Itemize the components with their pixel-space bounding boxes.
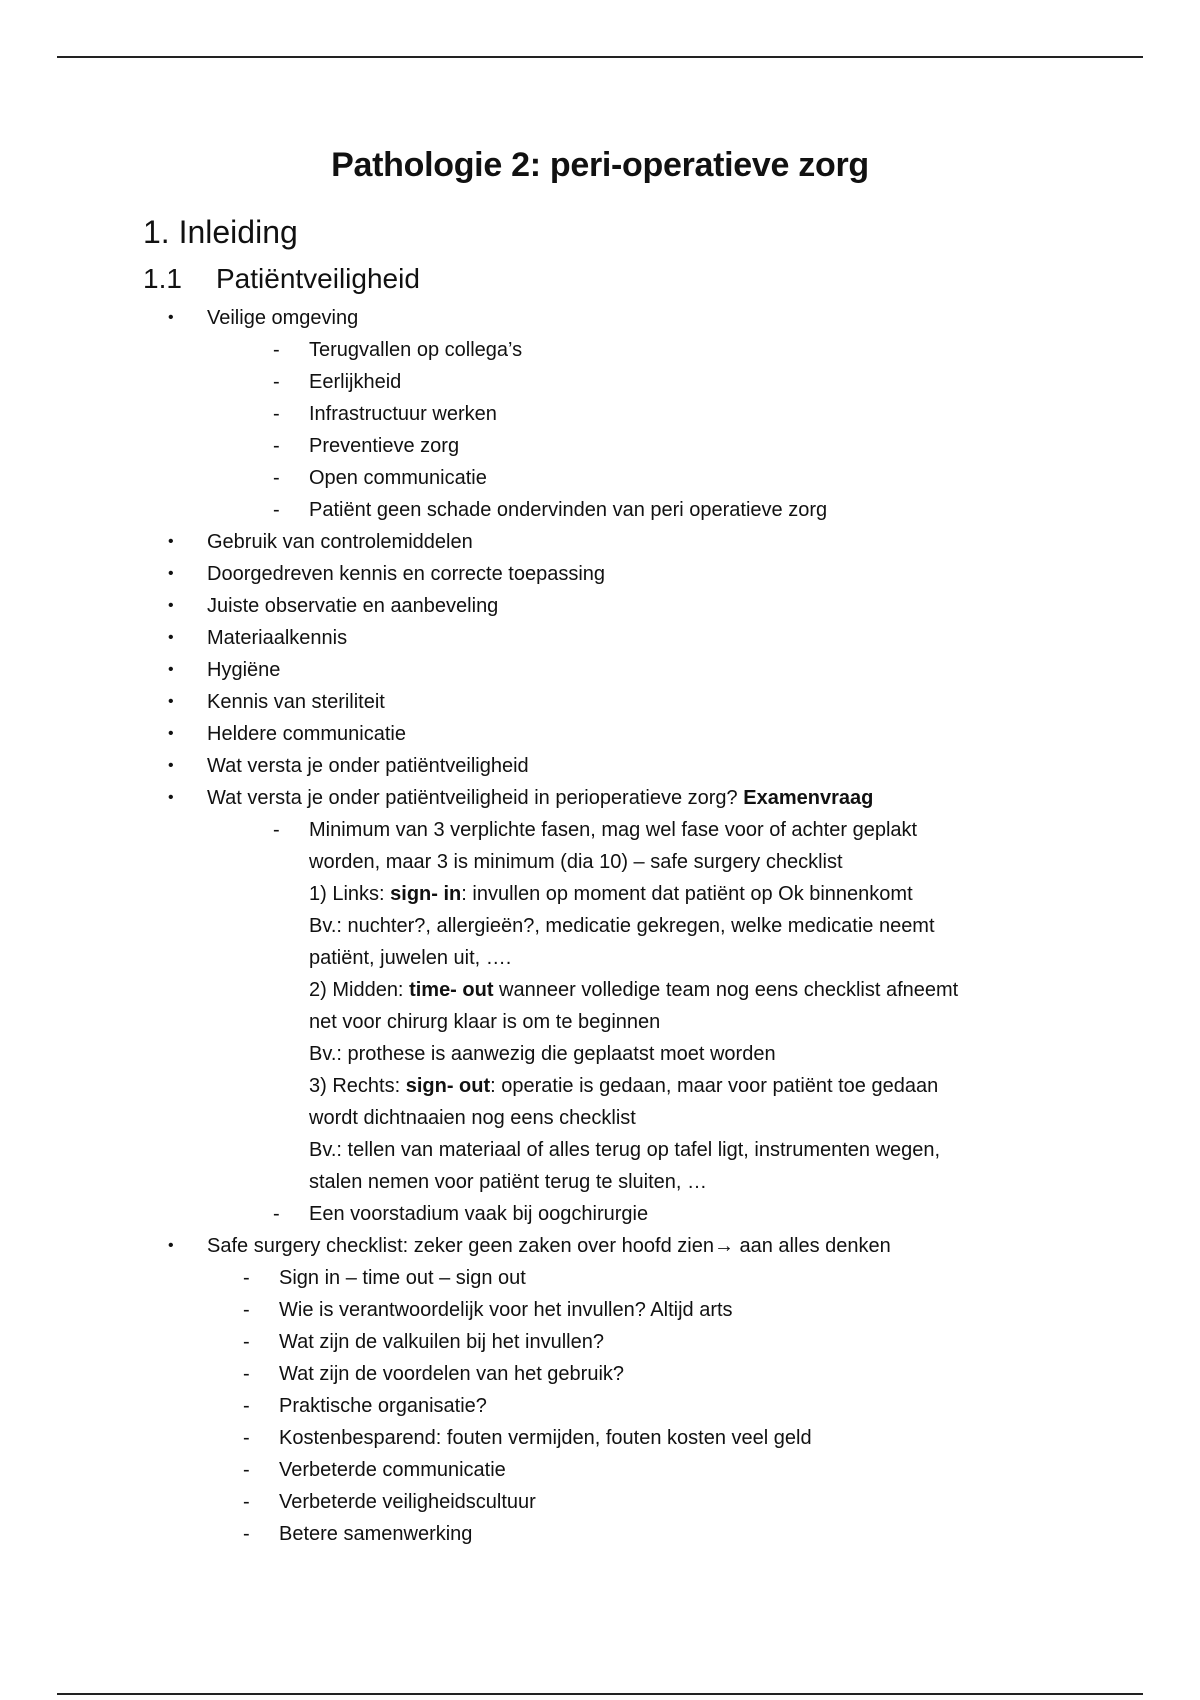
- sub-list-continuation: Bv.: prothese is aanwezig die geplaatst moet worden: [309, 1043, 776, 1065]
- safe-surgery-text: Safe surgery checklist: zeker geen zaken over hoofd zien: [207, 1235, 714, 1257]
- sub-list-item-text: Verbeterde veiligheidscultuur: [279, 1491, 536, 1513]
- list-item-text: Kennis van steriliteit: [207, 691, 385, 713]
- sub-list-item-text: Wat zijn de valkuilen bij het invullen?: [279, 1331, 604, 1353]
- sub-list-item: [0, 814, 1200, 846]
- phase-prefix: 2) Midden:: [309, 979, 410, 1001]
- bullet-glyph: •: [168, 533, 174, 550]
- list-item: [0, 654, 1200, 686]
- sub-list-item-text: Preventieve zorg: [309, 435, 460, 457]
- sub-list-item: [0, 398, 1200, 430]
- sub-list-continuation: [309, 974, 958, 1006]
- section-heading-inleiding: [143, 214, 298, 251]
- bottom-rule: [57, 1693, 1143, 1695]
- list-item-safe-surgery: [0, 1230, 1200, 1262]
- sub-list-continuation: wordt dichtnaaien nog eens checklist: [309, 1107, 636, 1129]
- dash-glyph: -: [273, 403, 280, 425]
- safe-surgery-text-end: aan alles denken: [733, 1235, 891, 1257]
- bullet-glyph: •: [168, 757, 174, 774]
- sub-list-continuation: net voor chirurg klaar is om te beginnen: [309, 1011, 661, 1033]
- list-item: [0, 558, 1200, 590]
- sub-list-item: [0, 1326, 1200, 1358]
- list-item: [0, 686, 1200, 718]
- dash-glyph: -: [273, 467, 280, 489]
- sub-list-item-text: Wat zijn de voordelen van het gebruik?: [279, 1363, 625, 1385]
- bullet-glyph: •: [168, 565, 174, 582]
- list-item-text: [207, 1230, 891, 1262]
- sub-list-continuation: [309, 878, 913, 910]
- sub-list-item-text: Infrastructuur werken: [309, 403, 497, 425]
- sub-list-item: [0, 430, 1200, 462]
- list-item-text: Hygiëne: [207, 659, 281, 681]
- sub-list-item: [0, 1262, 1200, 1294]
- top-rule: [57, 56, 1143, 58]
- dash-glyph: -: [273, 339, 280, 361]
- list-item: [0, 590, 1200, 622]
- phase-sign-out: sign- out: [405, 1075, 491, 1097]
- exam-label: Examenvraag: [743, 787, 874, 809]
- sub-list-item: [0, 366, 1200, 398]
- bullet-glyph: •: [168, 1237, 174, 1254]
- list-item-text: Wat versta je onder patiëntveiligheid: [207, 755, 529, 777]
- subsection-number: 1.1: [143, 263, 182, 294]
- dash-glyph: -: [243, 1491, 250, 1513]
- list-item: [0, 622, 1200, 654]
- list-item-text: Materiaalkennis: [207, 627, 348, 649]
- bullet-glyph: •: [168, 309, 174, 326]
- dash-glyph: -: [273, 819, 280, 841]
- sub-list-item-text: Terugvallen op collega’s: [309, 339, 523, 361]
- dash-glyph: -: [243, 1427, 250, 1449]
- bullet-glyph: •: [168, 789, 174, 806]
- bullet-glyph: •: [168, 597, 174, 614]
- sub-list-item: [0, 494, 1200, 526]
- sub-list-item: [0, 1390, 1200, 1422]
- sub-list-item: [0, 1454, 1200, 1486]
- page-title: Pathologie 2: peri-operatieve zorg: [331, 146, 869, 184]
- sub-list-continuation: Bv.: nuchter?, allergieën?, medicatie gekregen, welke medicatie neemt: [309, 915, 935, 937]
- list-item: [0, 718, 1200, 750]
- sub-list-item: [0, 1422, 1200, 1454]
- sub-list-item-text: Minimum van 3 verplichte fasen, mag wel fase voor of achter geplakt: [309, 819, 918, 841]
- bullet-glyph: •: [168, 629, 174, 646]
- sub-list-continuation: patiënt, juwelen uit, ….: [309, 947, 512, 969]
- dash-glyph: -: [243, 1523, 250, 1545]
- sub-list-item: [0, 1294, 1200, 1326]
- sub-list-item-text: Eerlijkheid: [309, 371, 402, 393]
- list-item-text: Gebruik van controlemiddelen: [207, 531, 473, 553]
- list-item-text: Juiste observatie en aanbeveling: [207, 595, 499, 617]
- sub-list-item: [0, 1358, 1200, 1390]
- dash-glyph: -: [243, 1459, 250, 1481]
- sub-list-item-text: Praktische organisatie?: [279, 1395, 487, 1417]
- bullet-glyph: •: [168, 725, 174, 742]
- sub-list-item-text: Een voorstadium vaak bij oogchirurgie: [309, 1203, 649, 1225]
- dash-glyph: -: [273, 499, 280, 521]
- sub-list-item: [0, 1518, 1200, 1550]
- phase-description: : invullen op moment dat patiënt op Ok binnenkomt: [461, 883, 913, 905]
- sub-list-continuation: worden, maar 3 is minimum (dia 10) – safe surgery checklist: [309, 851, 843, 873]
- phase-time-out: time- out: [409, 979, 494, 1001]
- sub-list-item: [0, 462, 1200, 494]
- list-item-text: Heldere communicatie: [207, 723, 406, 745]
- sub-list-item: [0, 334, 1200, 366]
- list-item: [0, 750, 1200, 782]
- sub-list-item-text: Sign in – time out – sign out: [279, 1267, 526, 1289]
- dash-glyph: -: [243, 1331, 250, 1353]
- dash-glyph: -: [273, 435, 280, 457]
- section-number: 1.: [143, 214, 170, 250]
- subsection-title: Patiëntveiligheid: [216, 263, 420, 294]
- dash-glyph: -: [243, 1267, 250, 1289]
- phase-description: wanneer volledige team nog eens checklist afneemt: [493, 979, 959, 1001]
- dash-glyph: -: [243, 1363, 250, 1385]
- sub-list-item-text: Open communicatie: [309, 467, 487, 489]
- dash-glyph: -: [273, 371, 280, 393]
- exam-question-text: Wat versta je onder patiëntveiligheid in perioperatieve zorg?: [207, 787, 744, 809]
- sub-list-item-text: Wie is verantwoordelijk voor het invullen? Altijd arts: [279, 1299, 733, 1321]
- sub-list-item: [0, 1486, 1200, 1518]
- sub-list-continuation: Bv.: tellen van materiaal of alles terug op tafel ligt, instrumenten wegen,: [309, 1139, 941, 1161]
- sub-list-item-text: Kostenbesparend: fouten vermijden, fouten kosten veel geld: [279, 1427, 812, 1449]
- dash-glyph: -: [243, 1299, 250, 1321]
- sub-list-item-text: Patiënt geen schade ondervinden van peri operatieve zorg: [309, 499, 828, 521]
- list-item-exam-question: [0, 782, 1200, 814]
- list-item-text: Veilige omgeving: [207, 307, 359, 329]
- subsection-heading-patientveiligheid: [143, 263, 420, 295]
- dash-glyph: -: [273, 1203, 280, 1225]
- phase-description: : operatie is gedaan, maar voor patiënt toe gedaan: [490, 1075, 939, 1097]
- list-item-text: Doorgedreven kennis en correcte toepassing: [207, 563, 606, 585]
- arrow-right-icon: →: [713, 1235, 734, 1257]
- sub-list-item: [0, 1198, 1200, 1230]
- section-title: Inleiding: [178, 214, 298, 250]
- bullet-glyph: •: [168, 693, 174, 710]
- phase-prefix: 1) Links:: [309, 883, 391, 905]
- sub-list-item-text: Betere samenwerking: [279, 1523, 473, 1545]
- phase-sign-in: sign- in: [390, 883, 462, 905]
- sub-list-item-text: Verbeterde communicatie: [279, 1459, 506, 1481]
- bullet-glyph: •: [168, 661, 174, 678]
- list-item: [0, 526, 1200, 558]
- sub-list-continuation: [309, 1070, 938, 1102]
- sub-list-continuation: stalen nemen voor patiënt terug te sluiten, …: [309, 1171, 708, 1193]
- list-item: [0, 302, 1200, 334]
- phase-prefix: 3) Rechts:: [309, 1075, 406, 1097]
- dash-glyph: -: [243, 1395, 250, 1417]
- list-item-text: [207, 782, 873, 814]
